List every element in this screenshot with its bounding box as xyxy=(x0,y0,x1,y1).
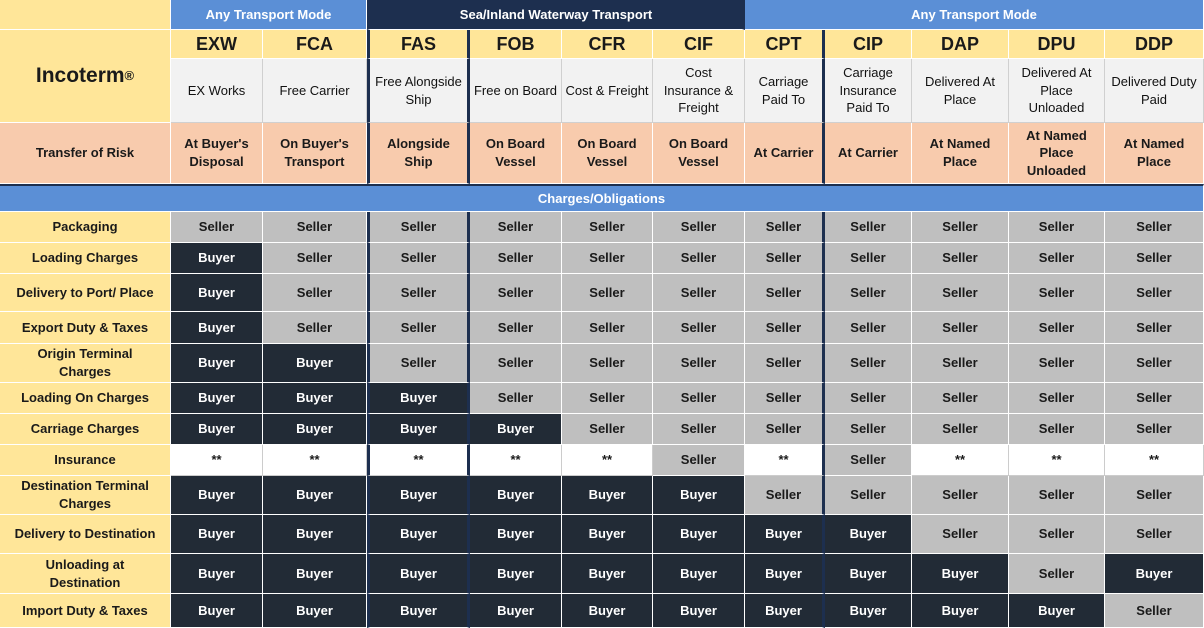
group-header-any-transport-2: Any Transport Mode xyxy=(745,0,1204,30)
obligation-cell: Buyer xyxy=(263,476,367,515)
obligation-cell: Buyer xyxy=(171,515,263,554)
obligation-cell: Seller xyxy=(562,212,653,243)
obligation-cell: Seller xyxy=(562,274,653,312)
obligation-cell: Seller xyxy=(745,414,825,445)
term-risk-ddp: At Named Place xyxy=(1105,123,1204,184)
obligation-cell: Buyer xyxy=(171,554,263,594)
obligation-cell: Seller xyxy=(263,212,367,243)
obligation-cell: Seller xyxy=(912,476,1009,515)
obligation-cell: Buyer xyxy=(263,344,367,383)
obligation-cell: Buyer xyxy=(263,414,367,445)
obligation-cell: Buyer xyxy=(653,515,745,554)
obligation-cell: Seller xyxy=(562,243,653,274)
term-code-dap: DAP xyxy=(912,30,1009,59)
term-code-ddp: DDP xyxy=(1105,30,1204,59)
obligation-cell: Buyer xyxy=(653,554,745,594)
term-name-ddp: Delivered Duty Paid xyxy=(1105,59,1204,123)
incoterm-label xyxy=(0,30,171,123)
obligation-cell: Seller xyxy=(470,312,562,344)
term-name-fas: Free Alongside Ship xyxy=(367,59,470,123)
obligation-cell: Seller xyxy=(653,344,745,383)
obligation-cell: Buyer xyxy=(171,344,263,383)
obligation-cell: Buyer xyxy=(171,383,263,414)
obligation-cell: Seller xyxy=(825,344,912,383)
obligation-cell: ** xyxy=(912,445,1009,476)
obligation-cell: Seller xyxy=(745,383,825,414)
term-code-exw: EXW xyxy=(171,30,263,59)
obligation-cell: Seller xyxy=(367,212,470,243)
obligation-cell: Seller xyxy=(562,383,653,414)
obligation-cell: Seller xyxy=(470,383,562,414)
obligation-cell: Seller xyxy=(825,312,912,344)
row-label: Unloading at Destination xyxy=(0,554,171,594)
term-risk-dpu: At Named Place Unloaded xyxy=(1009,123,1105,184)
term-risk-cpt: At Carrier xyxy=(745,123,825,184)
obligation-cell: Buyer xyxy=(470,414,562,445)
obligation-cell: Seller xyxy=(470,243,562,274)
obligation-cell: Seller xyxy=(653,274,745,312)
obligation-cell: Seller xyxy=(653,243,745,274)
obligation-cell: Seller xyxy=(745,274,825,312)
row-label: Delivery to Destination xyxy=(0,515,171,554)
obligation-cell: Seller xyxy=(1009,243,1105,274)
obligation-cell: ** xyxy=(1009,445,1105,476)
term-risk-cfr: On Board Vessel xyxy=(562,123,653,184)
obligation-cell: Seller xyxy=(825,212,912,243)
obligation-cell: Seller xyxy=(1009,554,1105,594)
obligation-cell: Seller xyxy=(745,476,825,515)
row-label: Export Duty & Taxes xyxy=(0,312,171,344)
term-name-cfr: Cost & Freight xyxy=(562,59,653,123)
group-header-any-transport-1: Any Transport Mode xyxy=(171,0,367,30)
obligation-cell: Seller xyxy=(263,274,367,312)
obligation-cell: Seller xyxy=(1009,414,1105,445)
obligation-cell: Seller xyxy=(653,383,745,414)
obligation-cell: Seller xyxy=(1105,383,1204,414)
obligation-cell: Seller xyxy=(1105,476,1204,515)
obligation-cell: Seller xyxy=(653,212,745,243)
obligation-cell: Seller xyxy=(562,344,653,383)
obligation-cell: Seller xyxy=(1105,414,1204,445)
obligation-cell: Seller xyxy=(653,445,745,476)
obligation-cell: Seller xyxy=(653,414,745,445)
term-code-fca: FCA xyxy=(263,30,367,59)
term-name-fob: Free on Board xyxy=(470,59,562,123)
obligation-cell: Buyer xyxy=(562,476,653,515)
obligation-cell: Seller xyxy=(470,274,562,312)
obligation-cell: Seller xyxy=(1105,594,1204,628)
obligation-cell: ** xyxy=(171,445,263,476)
term-name-exw: EX Works xyxy=(171,59,263,123)
obligation-cell: Seller xyxy=(825,383,912,414)
obligation-cell: Buyer xyxy=(1009,594,1105,628)
obligation-cell: Buyer xyxy=(745,554,825,594)
obligation-cell: Buyer xyxy=(470,476,562,515)
term-name-fca: Free Carrier xyxy=(263,59,367,123)
term-risk-fob: On Board Vessel xyxy=(470,123,562,184)
transfer-of-risk-label: Transfer of Risk xyxy=(0,123,171,184)
obligation-cell: Seller xyxy=(912,274,1009,312)
obligation-cell: Buyer xyxy=(825,554,912,594)
obligation-cell: Buyer xyxy=(912,554,1009,594)
obligation-cell: Seller xyxy=(1105,243,1204,274)
obligation-cell: Buyer xyxy=(470,554,562,594)
obligation-cell: Buyer xyxy=(263,515,367,554)
obligation-cell: Buyer xyxy=(562,515,653,554)
obligation-cell: Seller xyxy=(912,515,1009,554)
obligation-cell: Seller xyxy=(171,212,263,243)
term-name-cpt: Carriage Paid To xyxy=(745,59,825,123)
obligation-cell: ** xyxy=(263,445,367,476)
obligation-cell: Seller xyxy=(912,212,1009,243)
obligation-cell: Buyer xyxy=(171,274,263,312)
obligation-cell: Seller xyxy=(1105,344,1204,383)
term-code-fob: FOB xyxy=(470,30,562,59)
obligation-cell: Seller xyxy=(1009,212,1105,243)
obligation-cell: Seller xyxy=(470,212,562,243)
obligation-cell: Buyer xyxy=(1105,554,1204,594)
obligation-cell: Seller xyxy=(825,445,912,476)
charges-obligations-header: Charges/Obligations xyxy=(0,184,1204,212)
obligation-cell: Buyer xyxy=(825,594,912,628)
obligation-cell: Buyer xyxy=(470,594,562,628)
obligation-cell: Seller xyxy=(367,274,470,312)
group-header-sea-transport: Sea/Inland Waterway Transport xyxy=(367,0,745,30)
row-label: Carriage Charges xyxy=(0,414,171,445)
obligation-cell: Seller xyxy=(367,243,470,274)
obligation-cell: Buyer xyxy=(367,383,470,414)
term-code-cip: CIP xyxy=(825,30,912,59)
obligation-cell: Buyer xyxy=(562,554,653,594)
obligation-cell: Seller xyxy=(825,476,912,515)
obligation-cell: Seller xyxy=(745,312,825,344)
obligation-cell: Seller xyxy=(562,414,653,445)
term-name-cip: Carriage Insurance Paid To xyxy=(825,59,912,123)
term-risk-fca: On Buyer's Transport xyxy=(263,123,367,184)
obligation-cell: Buyer xyxy=(367,515,470,554)
obligation-cell: Seller xyxy=(912,344,1009,383)
row-label: Loading On Charges xyxy=(0,383,171,414)
term-risk-cip: At Carrier xyxy=(825,123,912,184)
term-code-cfr: CFR xyxy=(562,30,653,59)
registered-mark: ® xyxy=(124,68,135,84)
row-label: Origin Terminal Charges xyxy=(0,344,171,383)
term-code-cpt: CPT xyxy=(745,30,825,59)
obligation-cell: Buyer xyxy=(171,312,263,344)
obligation-cell: Seller xyxy=(1105,515,1204,554)
obligation-cell: Buyer xyxy=(367,414,470,445)
obligation-cell: Seller xyxy=(1009,476,1105,515)
obligation-cell: Buyer xyxy=(470,515,562,554)
row-label: Packaging xyxy=(0,212,171,243)
obligation-cell: Seller xyxy=(263,243,367,274)
obligation-cell: Buyer xyxy=(367,554,470,594)
obligation-cell: Seller xyxy=(367,344,470,383)
row-label: Loading Charges xyxy=(0,243,171,274)
obligation-cell: Seller xyxy=(263,312,367,344)
term-name-cif: Cost Insurance & Freight xyxy=(653,59,745,123)
obligation-cell: Seller xyxy=(1105,274,1204,312)
obligation-cell: Buyer xyxy=(367,594,470,628)
term-code-dpu: DPU xyxy=(1009,30,1105,59)
term-risk-cif: On Board Vessel xyxy=(653,123,745,184)
obligation-cell: Buyer xyxy=(263,554,367,594)
obligation-cell: Seller xyxy=(1009,344,1105,383)
obligation-cell: Buyer xyxy=(653,594,745,628)
obligation-cell: Buyer xyxy=(263,594,367,628)
term-risk-exw: At Buyer's Disposal xyxy=(171,123,263,184)
term-risk-dap: At Named Place xyxy=(912,123,1009,184)
obligation-cell: Seller xyxy=(912,243,1009,274)
obligation-cell: Seller xyxy=(1105,312,1204,344)
term-code-cif: CIF xyxy=(653,30,745,59)
obligation-cell: Seller xyxy=(653,312,745,344)
corner-cell xyxy=(0,0,171,30)
obligation-cell: Seller xyxy=(1009,312,1105,344)
obligation-cell: Seller xyxy=(1009,274,1105,312)
obligation-cell: Buyer xyxy=(745,594,825,628)
row-label: Destination Terminal Charges xyxy=(0,476,171,515)
obligation-cell: ** xyxy=(470,445,562,476)
obligation-cell: Buyer xyxy=(653,476,745,515)
obligation-cell: Buyer xyxy=(825,515,912,554)
obligation-cell: Buyer xyxy=(562,594,653,628)
term-code-fas: FAS xyxy=(367,30,470,59)
obligation-cell: Seller xyxy=(912,312,1009,344)
obligation-cell: Buyer xyxy=(745,515,825,554)
incoterm-label-text: Incoterm xyxy=(35,63,125,87)
obligation-cell: Seller xyxy=(912,414,1009,445)
obligation-cell: Buyer xyxy=(171,243,263,274)
obligation-cell: ** xyxy=(745,445,825,476)
row-label: Import Duty & Taxes xyxy=(0,594,171,628)
obligation-cell: Buyer xyxy=(171,476,263,515)
obligation-cell: ** xyxy=(1105,445,1204,476)
obligation-cell: Buyer xyxy=(912,594,1009,628)
obligation-cell: Seller xyxy=(825,274,912,312)
obligation-cell: Buyer xyxy=(367,476,470,515)
obligation-cell: Seller xyxy=(1105,212,1204,243)
row-label: Insurance xyxy=(0,445,171,476)
obligation-cell: Seller xyxy=(745,243,825,274)
obligation-cell: Seller xyxy=(1009,383,1105,414)
term-name-dap: Delivered At Place xyxy=(912,59,1009,123)
row-label: Delivery to Port/ Place xyxy=(0,274,171,312)
obligation-cell: Buyer xyxy=(263,383,367,414)
obligation-cell: Seller xyxy=(470,344,562,383)
obligation-cell: Seller xyxy=(367,312,470,344)
obligation-cell: Seller xyxy=(825,243,912,274)
obligation-cell: Seller xyxy=(825,414,912,445)
obligation-cell: Buyer xyxy=(171,594,263,628)
obligation-cell: ** xyxy=(562,445,653,476)
obligation-cell: Seller xyxy=(745,344,825,383)
obligation-cell: Seller xyxy=(562,312,653,344)
obligation-cell: Seller xyxy=(1009,515,1105,554)
obligation-cell: Seller xyxy=(912,383,1009,414)
obligation-cell: ** xyxy=(367,445,470,476)
obligation-cell: Buyer xyxy=(171,414,263,445)
term-risk-fas: Alongside Ship xyxy=(367,123,470,184)
obligation-cell: Seller xyxy=(745,212,825,243)
term-name-dpu: Delivered At Place Unloaded xyxy=(1009,59,1105,123)
